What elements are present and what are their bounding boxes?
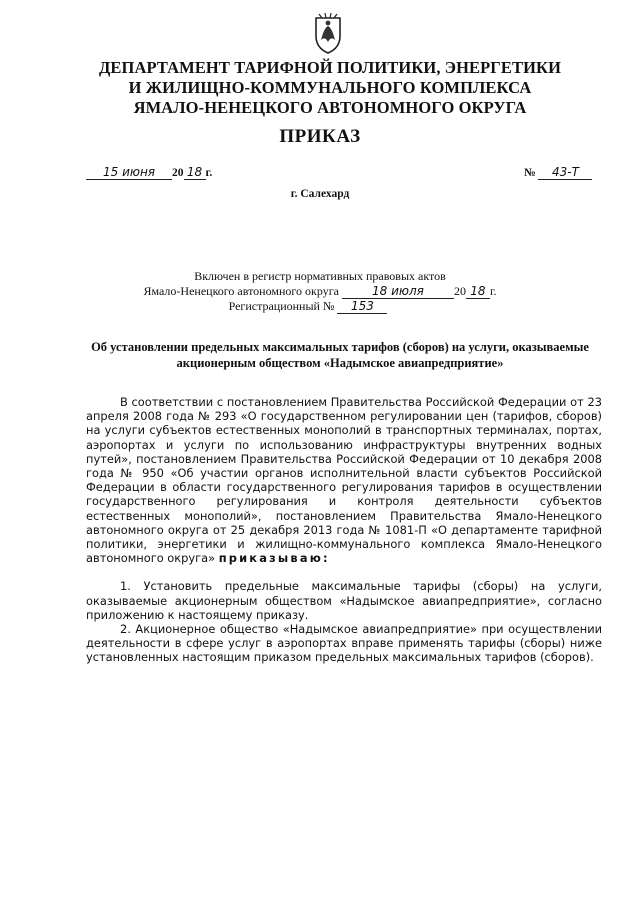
preamble-paragraph — [86, 395, 602, 565]
registry-stamp — [0, 269, 640, 314]
registry-number: 153 — [337, 300, 387, 314]
order-body — [86, 395, 602, 665]
date-month: июня — [122, 165, 156, 179]
department-line: ЯМАЛО-НЕНЕЦКОГО АВТОНОМНОГО ОКРУГА — [133, 98, 527, 117]
date-year-prefix: 20 — [172, 167, 184, 179]
registry-line1: Включен в регистр нормативных правовых актов — [194, 269, 446, 283]
registry-number-label: Регистрационный № — [228, 299, 335, 313]
registry-date: 18 июля — [342, 285, 454, 299]
department-name — [40, 58, 620, 118]
paragraph-gap — [86, 565, 602, 579]
document-title: ПРИКАЗ — [279, 126, 361, 147]
preamble-text: В соответствии с постановлением Правительства Российской Федерации от 23 апреля 2008 года № 293 «О государственном регулировании цен (тарифов, сборов) на услуги субъектов естественных монополий в транспортных терминалах, портах, аэропортах и услуги по использованию инфраструктуры внутренних водных путей», постановлением Правительства Российской Федерации от 10 декабря 2008 года № 950 «Об участии органов исполнительной власти субъектов Российской Федерации в области государственного регулирования тарифов в осуществлении государственного регулирования и контроля деятельности субъектов естественных монополий», постановлением Правительства Ямало-Ненецкого автономного округа от 25 декабря 2013 года № 1081-П «О департаменте тарифной политики, энергетики и жилищно-коммунального комплекса Ямало-Ненецкого автономного округа» — [86, 395, 602, 566]
registry-year-suffix: 18 — [466, 285, 490, 299]
department-line: ДЕПАРТАМЕНТ ТАРИФНОЙ ПОЛИТИКИ, ЭНЕРГЕТИКИ — [98, 58, 562, 77]
registry-year-unit: г. — [489, 284, 497, 298]
registry-region: Ямало-Ненецкого автономного округа — [143, 284, 339, 298]
order-item: 1. Установить предельные максимальные тарифы (сборы) на услуги, оказываемые акционерным обществом «Надымское авиапредприятие», согласно приложению к настоящему приказу. — [86, 579, 602, 622]
date-day: 15 — [102, 165, 119, 179]
number-value: 43-Т — [538, 166, 592, 180]
date-day-month — [86, 166, 172, 180]
order-number — [524, 166, 592, 180]
order-subject: Об установлении предельных максимальных тарифов (сборов) на услуги, оказываемые акционерным обществом «Надымское авиапредприятие» — [91, 340, 589, 370]
coat-of-arms-icon — [313, 12, 343, 54]
department-line: И ЖИЛИЩНО-КОММУНАЛЬНОГО КОМПЛЕКСА — [128, 78, 532, 97]
order-item: 2. Акционерное общество «Надымское авиапредприятие» при осуществлении деятельности в сфере услуг в аэропортах вправе применять тарифы (сборы) ниже установленных настоящим приказом предельных максимальных тарифов (сборов). — [86, 622, 602, 665]
registry-line3 — [0, 299, 640, 314]
order-word: приказываю: — [218, 551, 330, 566]
city: г. Салехард — [290, 188, 350, 200]
date-year-unit: г. — [205, 167, 213, 179]
registry-line2 — [0, 284, 640, 299]
order-date — [86, 166, 212, 180]
number-sign: № — [524, 167, 536, 179]
date-year-suffix: 18 — [184, 166, 206, 180]
registry-year-prefix: 20 — [453, 284, 466, 298]
